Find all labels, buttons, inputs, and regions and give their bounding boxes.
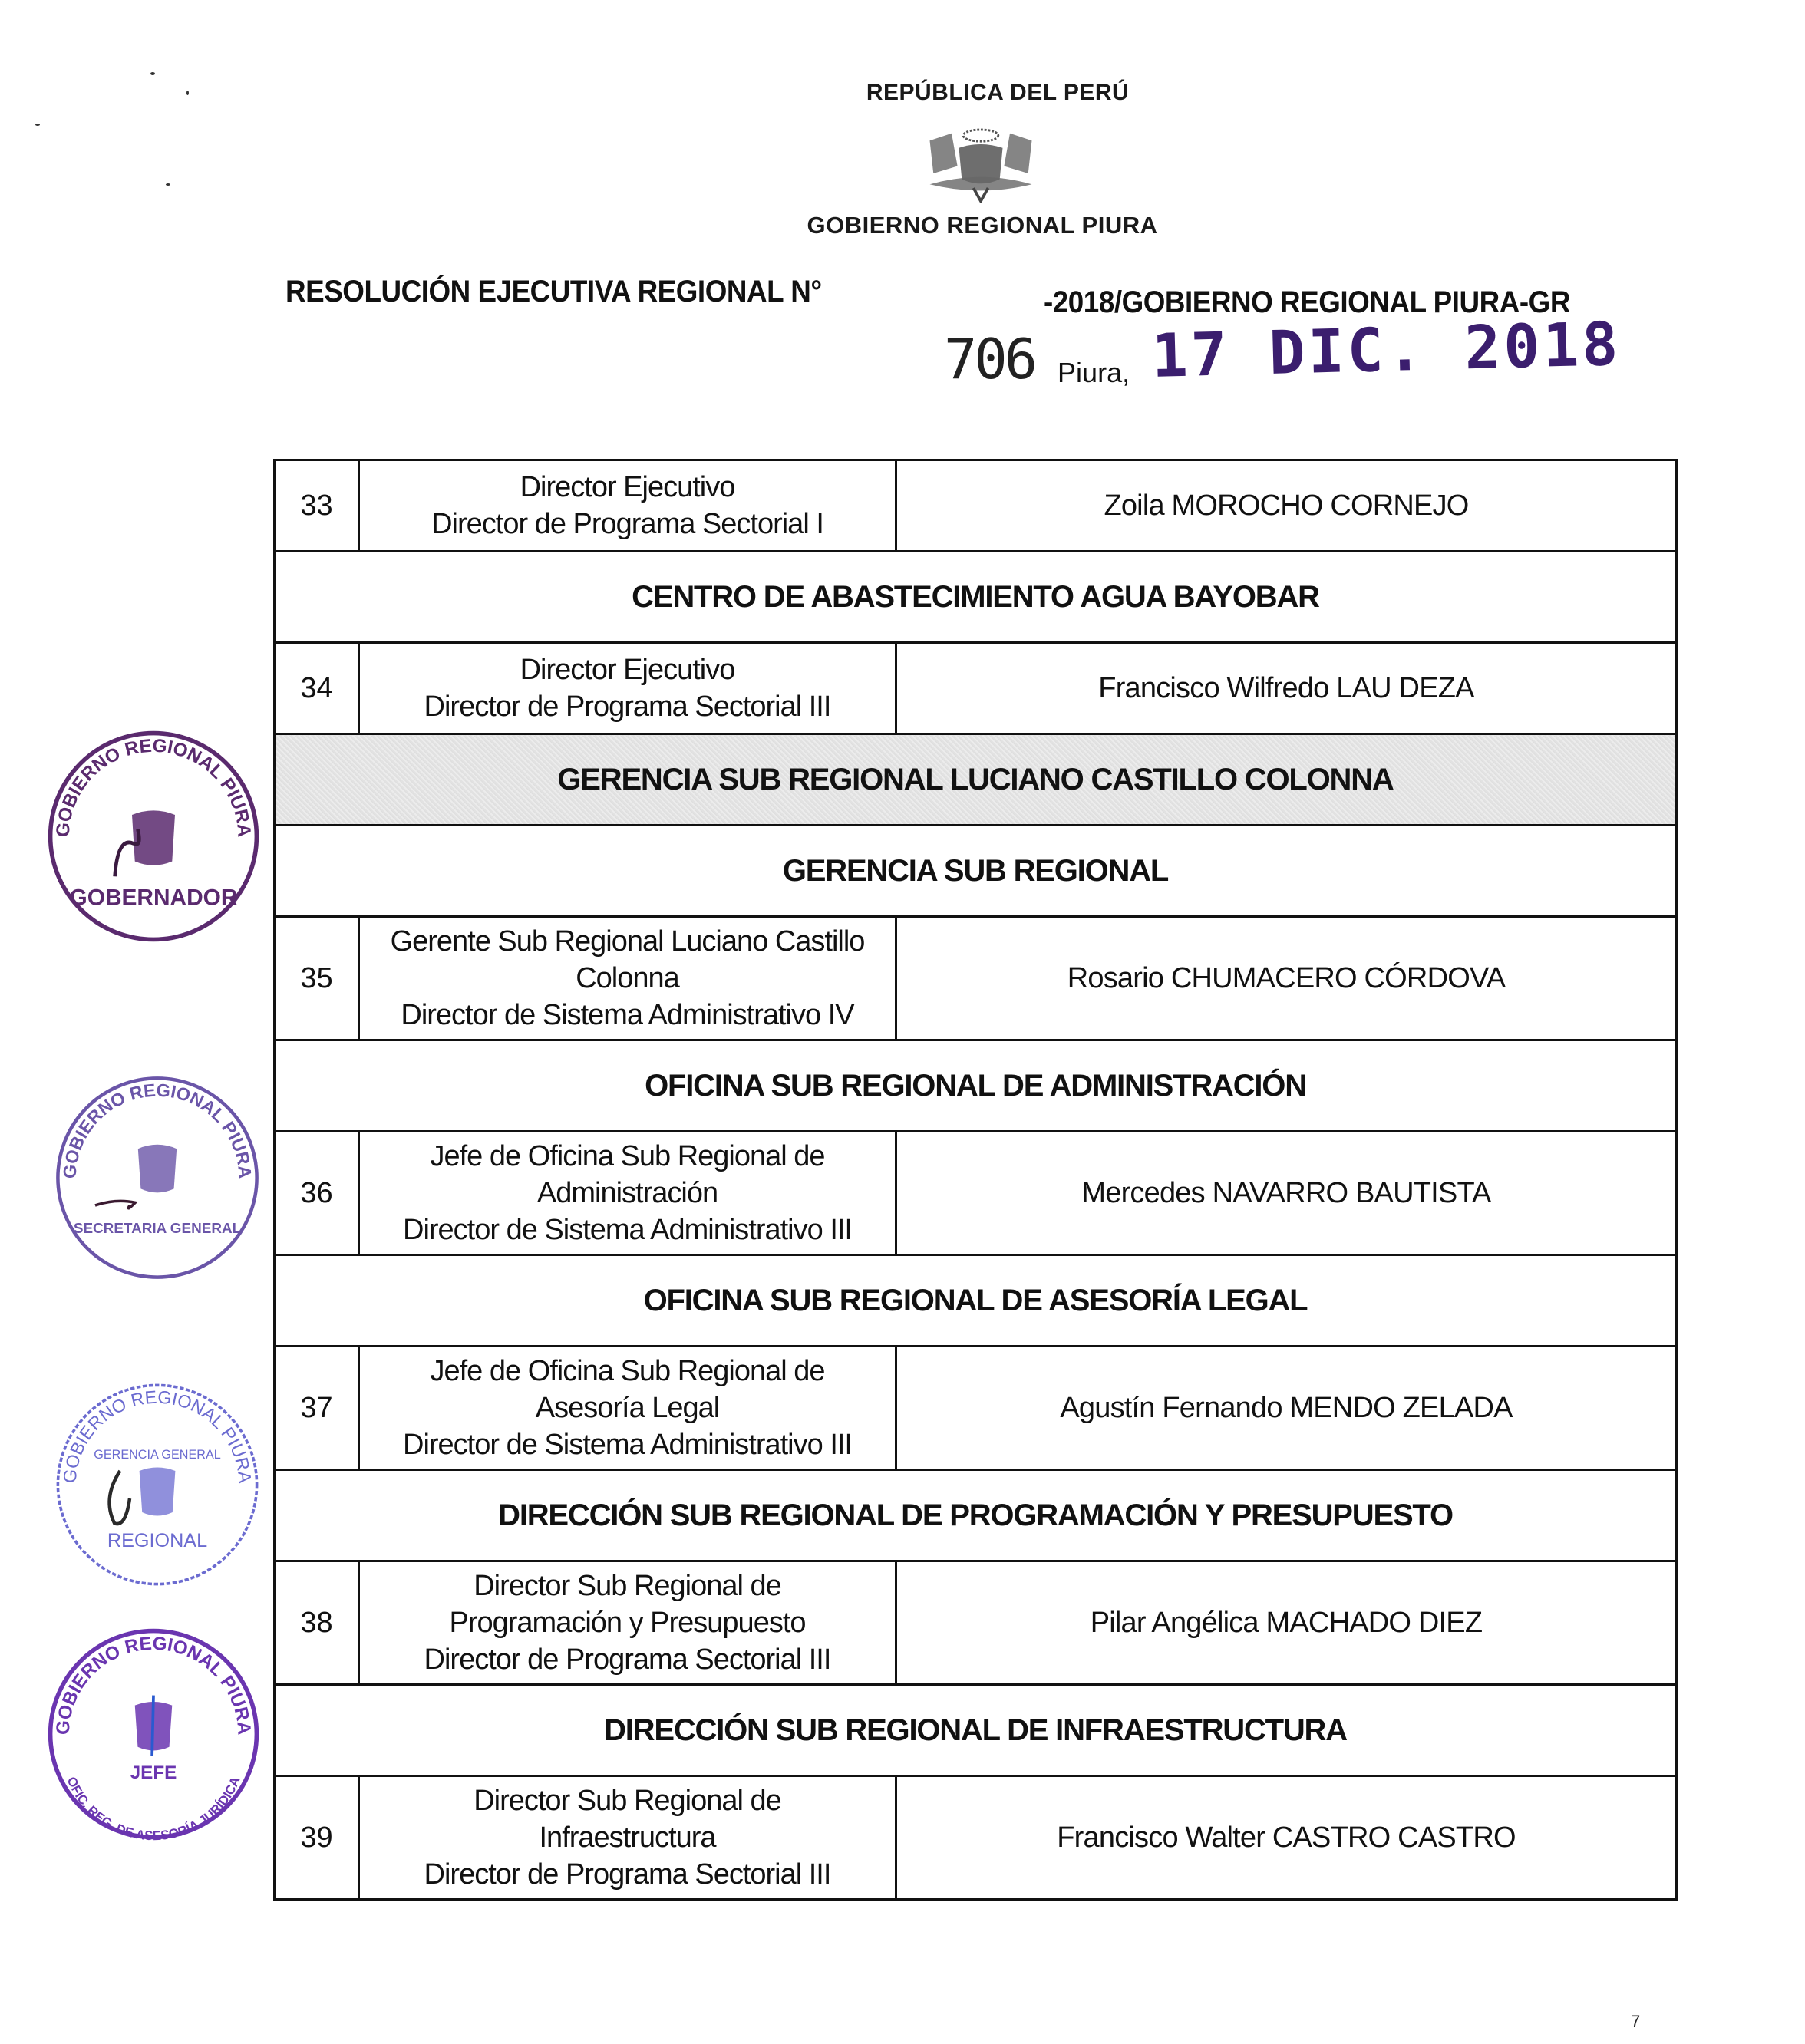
section-header-cell bbox=[275, 1255, 1677, 1347]
section-header-cell bbox=[275, 1470, 1677, 1561]
legal-office-chief-stamp bbox=[46, 1627, 261, 1841]
appointee-cell bbox=[896, 1132, 1677, 1255]
date-stamp: 17 DIC. 2018 bbox=[1150, 310, 1622, 391]
position-line: Director Ejecutivo bbox=[520, 654, 735, 686]
scan-speck bbox=[166, 183, 170, 186]
page-number: 7 bbox=[1631, 2012, 1641, 2031]
appointee-name: Agustín Fernando MENDO ZELADA bbox=[1060, 1392, 1513, 1424]
position-line: Director de Sistema Administrativo IV bbox=[401, 999, 854, 1031]
position-cell bbox=[359, 460, 896, 552]
appointee-cell bbox=[896, 1347, 1677, 1470]
section-title: GERENCIA SUB REGIONAL LUCIANO CASTILLO COLONNA bbox=[557, 763, 1394, 796]
row-number: 39 bbox=[300, 1821, 333, 1854]
position-cell bbox=[359, 643, 896, 734]
position-line: Asesoría Legal bbox=[535, 1392, 720, 1424]
section-title: OFICINA SUB REGIONAL DE ASESORÍA LEGAL bbox=[643, 1284, 1308, 1317]
row-number-cell bbox=[275, 917, 359, 1040]
table-row bbox=[275, 1132, 1677, 1255]
section-title: DIRECCIÓN SUB REGIONAL DE PROGRAMACIÓN Y PRESUPUESTO bbox=[498, 1498, 1453, 1532]
stamp-top-text: GOBIERNO REGIONAL PIURA bbox=[59, 1386, 256, 1485]
section-header-cell bbox=[275, 826, 1677, 917]
appointee-cell bbox=[896, 460, 1677, 552]
position-line: Director Sub Regional de bbox=[474, 1785, 781, 1817]
position-line: Administración bbox=[536, 1177, 718, 1209]
resolution-suffix: -2018/GOBIERNO REGIONAL PIURA-GR bbox=[1044, 285, 1570, 319]
stamp-rim-text-holder bbox=[64, 1775, 243, 1841]
table-row bbox=[275, 1776, 1677, 1900]
scan-speck bbox=[150, 72, 155, 75]
stamp-top-text: GOBIERNO REGIONAL PIURA bbox=[52, 1633, 255, 1736]
table-row bbox=[275, 460, 1677, 552]
appointee-name: Francisco Wilfredo LAU DEZA bbox=[1098, 672, 1474, 704]
row-number: 37 bbox=[300, 1392, 333, 1424]
section-header-row bbox=[275, 1470, 1677, 1561]
coat-of-arms-icon bbox=[896, 115, 1065, 203]
position-line: Jefe de Oficina Sub Regional de bbox=[430, 1355, 825, 1387]
section-header-row bbox=[275, 734, 1677, 826]
section-header-row bbox=[275, 1255, 1677, 1347]
row-number: 35 bbox=[300, 962, 333, 994]
appointee-cell bbox=[896, 643, 1677, 734]
appointee-name: Rosario CHUMACERO CÓRDOVA bbox=[1067, 962, 1506, 994]
resolution-number: 706 bbox=[944, 327, 1035, 391]
position-line: Programación y Presupuesto bbox=[449, 1607, 806, 1639]
section-header-cell bbox=[275, 1040, 1677, 1132]
position-line: Colonna bbox=[576, 962, 679, 994]
table-row bbox=[275, 1347, 1677, 1470]
row-number-cell bbox=[275, 1347, 359, 1470]
position-cell bbox=[359, 1347, 896, 1470]
position-cell bbox=[359, 1776, 896, 1900]
position-line: Director de Programa Sectorial III bbox=[424, 691, 831, 723]
position-line: Director Sub Regional de bbox=[474, 1570, 781, 1602]
position-line: Gerente Sub Regional Luciano Castillo bbox=[390, 925, 865, 958]
section-title: OFICINA SUB REGIONAL DE ADMINISTRACIÓN bbox=[645, 1069, 1306, 1103]
scan-speck bbox=[35, 124, 40, 126]
appointee-name: Mercedes NAVARRO BAUTISTA bbox=[1081, 1177, 1491, 1209]
row-number-cell bbox=[275, 1132, 359, 1255]
position-cell bbox=[359, 917, 896, 1040]
appointee-name: Pilar Angélica MACHADO DIEZ bbox=[1090, 1607, 1483, 1639]
resolution-title: RESOLUCIÓN EJECUTIVA REGIONAL N° bbox=[285, 275, 822, 308]
appointee-name: Francisco Walter CASTRO CASTRO bbox=[1057, 1821, 1516, 1854]
section-header-row bbox=[275, 1685, 1677, 1776]
position-line: Jefe de Oficina Sub Regional de bbox=[430, 1140, 825, 1172]
section-header-row bbox=[275, 1040, 1677, 1132]
table-row bbox=[275, 917, 1677, 1040]
row-number-cell bbox=[275, 460, 359, 552]
appointments-table bbox=[273, 459, 1678, 1901]
position-line: Infraestructura bbox=[539, 1821, 716, 1854]
position-line: Director de Programa Sectorial III bbox=[424, 1643, 831, 1676]
resolution-title-box bbox=[285, 275, 961, 309]
position-line: Director de Programa Sectorial III bbox=[424, 1858, 831, 1891]
row-number-cell bbox=[275, 1561, 359, 1685]
section-header-cell bbox=[275, 552, 1677, 643]
stamp-bottom-text: REGIONAL bbox=[107, 1530, 208, 1551]
position-line: Director de Sistema Administrativo III bbox=[403, 1214, 852, 1246]
row-number: 34 bbox=[300, 672, 333, 704]
section-header-cell bbox=[275, 734, 1677, 826]
row-number-cell bbox=[275, 1776, 359, 1900]
stamp-bottom-text: JEFE bbox=[130, 1762, 177, 1783]
appointee-cell bbox=[896, 1776, 1677, 1900]
row-number-cell bbox=[275, 643, 359, 734]
resolution-city: Piura, bbox=[1058, 357, 1130, 388]
section-title: CENTRO DE ABASTECIMIENTO AGUA BAYOBAR bbox=[632, 580, 1319, 614]
section-title: DIRECCIÓN SUB REGIONAL DE INFRAESTRUCTURA bbox=[604, 1713, 1347, 1747]
governor-stamp bbox=[46, 729, 261, 944]
position-cell bbox=[359, 1561, 896, 1685]
scan-speck bbox=[186, 91, 189, 95]
stamp-bottom-text: SECRETARIA GENERAL bbox=[73, 1221, 242, 1237]
country-heading: REPÚBLICA DEL PERÚ bbox=[866, 80, 1130, 105]
position-line: Director de Sistema Administrativo III bbox=[403, 1429, 852, 1461]
row-number: 38 bbox=[300, 1607, 333, 1639]
position-line: Director Ejecutivo bbox=[520, 471, 735, 503]
row-number: 33 bbox=[300, 490, 333, 522]
section-header-row bbox=[275, 826, 1677, 917]
table-row bbox=[275, 643, 1677, 734]
stamp-top-text: GOBIERNO REGIONAL PIURA bbox=[59, 1080, 256, 1179]
section-header-row bbox=[275, 552, 1677, 643]
resolution-number-line bbox=[944, 310, 1622, 391]
general-management-stamp bbox=[54, 1381, 261, 1588]
section-title: GERENCIA SUB REGIONAL bbox=[782, 854, 1169, 888]
position-line: Director de Programa Sectorial I bbox=[431, 508, 823, 540]
secretary-general-stamp bbox=[54, 1074, 261, 1281]
table-row bbox=[275, 1561, 1677, 1685]
stamp-rim-text: OFIC. REG. DE ASESORÍA JURÍDICA bbox=[64, 1774, 243, 1841]
appointee-name: Zoila MOROCHO CORNEJO bbox=[1104, 490, 1469, 522]
government-heading: GOBIERNO REGIONAL PIURA bbox=[807, 212, 1158, 239]
stamp-bottom-text: GOBERNADOR bbox=[69, 885, 238, 911]
stamp-inner-text: GERENCIA GENERAL bbox=[94, 1447, 221, 1462]
appointee-cell bbox=[896, 917, 1677, 1040]
appointee-cell bbox=[896, 1561, 1677, 1685]
row-number: 36 bbox=[300, 1177, 333, 1209]
stamp-top-text: GOBIERNO REGIONAL PIURA bbox=[52, 735, 255, 838]
section-header-cell bbox=[275, 1685, 1677, 1776]
position-cell bbox=[359, 1132, 896, 1255]
